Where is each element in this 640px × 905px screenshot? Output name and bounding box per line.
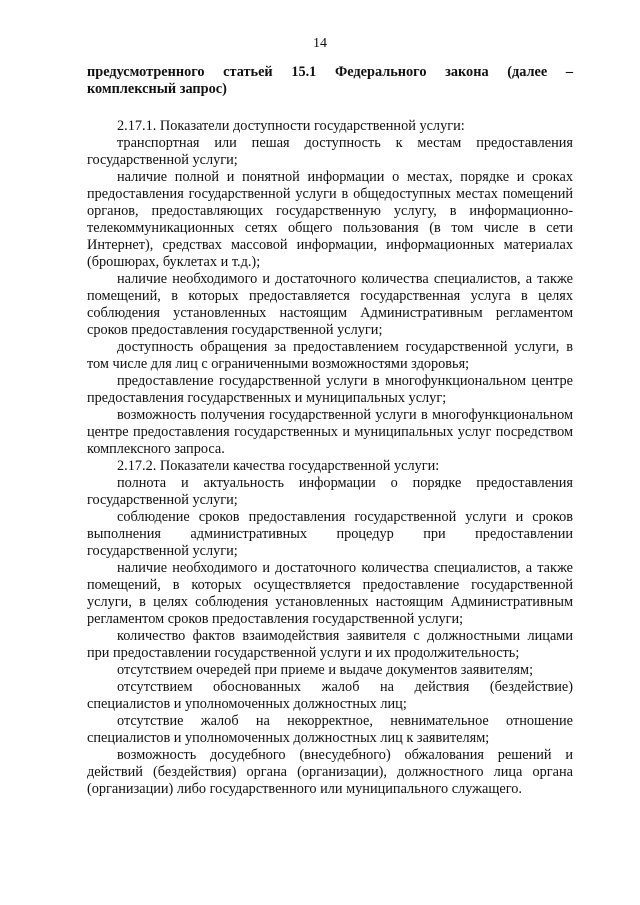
paragraph: количество фактов взаимодействия заявителя с должностными лицами при предоставлении государственной услуги и их продолжительность; bbox=[87, 628, 573, 661]
paragraph: возможность получения государственной услуги в многофункциональном центре предоставления государственных и муниципальных услуг посредством комплексного запроса. bbox=[87, 407, 573, 457]
document-body bbox=[87, 64, 573, 798]
paragraph: доступность обращения за предоставлением государственной услуги, в том числе для лиц с ограниченными возможностями здоровья; bbox=[87, 339, 573, 372]
paragraph: наличие полной и понятной информации о местах, порядке и сроках предоставления государственной услуги в общедоступных местах помещений органов, предоставляющих государственную услугу, в информационно-телекоммуникационных сетях общего пользования (в том числе в сети Интернет), средствах массовой информации, информационных материалах (брошюрах, буклетах и т.д.); bbox=[87, 169, 573, 270]
paragraph: отсутствием обоснованных жалоб на действия (бездействие) специалистов и уполномоченных должностных лиц; bbox=[87, 679, 573, 712]
section-heading-2-17-2: 2.17.2. Показатели качества государственной услуги: bbox=[117, 458, 440, 474]
paragraph: отсутствие жалоб на некорректное, невнимательное отношение специалистов и уполномоченных должностных лиц к заявителям; bbox=[87, 713, 573, 746]
paragraph: полнота и актуальность информации о порядке предоставления государственной услуги; bbox=[87, 475, 573, 508]
paragraph: наличие необходимого и достаточного количества специалистов, а также помещений, в которых предоставляется государственная услуга в целях соблюдения установленных настоящим Административным регламентом сроков предоставления государственной услуги; bbox=[87, 271, 573, 338]
paragraph: соблюдение сроков предоставления государственной услуги и сроков выполнения административных процедур при предоставлении государственной услуги; bbox=[87, 509, 573, 559]
paragraph: возможность досудебного (внесудебного) обжалования решений и действий (бездействия) органа (организации), должностного лица органа (организации) либо государственного или муниципального служащего. bbox=[87, 747, 573, 797]
bold-continuation-text: предусмотренного статьей 15.1 Федерального закона (далее – комплексный запрос) bbox=[87, 64, 573, 97]
section-heading-2-17-1: 2.17.1. Показатели доступности государственной услуги: bbox=[117, 118, 465, 134]
paragraph: предоставление государственной услуги в многофункциональном центре предоставления государственных и муниципальных услуг; bbox=[87, 373, 573, 406]
paragraph: отсутствием очередей при приеме и выдаче документов заявителям; bbox=[117, 662, 534, 678]
paragraph: транспортная или пешая доступность к местам предоставления государственной услуги; bbox=[87, 135, 573, 168]
page-number: 14 bbox=[313, 36, 327, 51]
paragraph: наличие необходимого и достаточного количества специалистов, а также помещений, в которых осуществляется предоставление государственной услуги, в целях соблюдения установленных настоящим Административным регламентом сроков предоставления государственной услуги; bbox=[87, 560, 573, 627]
